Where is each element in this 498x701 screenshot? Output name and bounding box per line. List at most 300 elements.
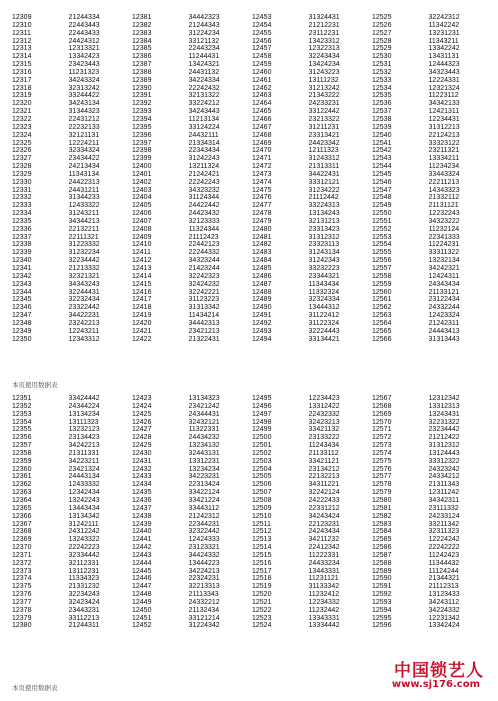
code-value: 11232442 — [308, 606, 340, 614]
code-value: 32231322 — [428, 418, 460, 426]
row-number: 12534 — [372, 84, 392, 92]
code-value: 13134243 — [308, 210, 340, 218]
code-value: 31242343 — [308, 257, 340, 265]
code-value: 33124224 — [188, 123, 220, 131]
code-value: 24443413 — [428, 327, 460, 335]
row-number: 12436 — [132, 496, 152, 504]
row-number: 12576 — [372, 465, 392, 473]
row-number: 12335 — [12, 217, 32, 225]
code-value: 13312231 — [188, 457, 220, 465]
row-number: 12437 — [132, 504, 152, 512]
row-number: 12382 — [132, 21, 152, 29]
table-row — [12, 505, 492, 513]
table-row — [12, 304, 492, 312]
code-value: 12424333 — [188, 536, 220, 544]
table-row — [12, 489, 492, 497]
code-value: 13423312 — [308, 37, 340, 45]
code-value: 23213322 — [308, 115, 340, 123]
row-number: 12540 — [372, 131, 392, 139]
code-value: 13342423 — [68, 53, 100, 61]
code-value: 13134342 — [68, 512, 100, 520]
row-number: 12318 — [12, 84, 32, 92]
row-number: 12336 — [12, 225, 32, 233]
table-row — [12, 513, 492, 521]
row-number: 12521 — [252, 598, 272, 606]
code-value: 24434232 — [188, 434, 220, 442]
row-number: 12339 — [12, 249, 32, 257]
code-value: 32234442 — [68, 257, 100, 265]
code-value: 21322431 — [188, 335, 220, 343]
code-value: 34223211 — [68, 457, 100, 465]
code-value: 13242243 — [68, 496, 100, 504]
table-row — [12, 241, 492, 249]
table-row — [12, 552, 492, 560]
row-number: 12309 — [12, 14, 32, 21]
code-value: 12224242 — [428, 536, 460, 544]
row-number: 12528 — [372, 37, 392, 45]
code-value: 13232123 — [68, 426, 100, 434]
table-caption: 本页使用数据表 — [12, 382, 58, 389]
row-number: 12470 — [252, 147, 272, 155]
code-value: 22111321 — [68, 233, 99, 241]
row-number: 12356 — [12, 434, 32, 442]
row-number: 12552 — [372, 225, 392, 233]
row-number: 12488 — [252, 288, 272, 296]
code-value: 13431131 — [428, 53, 460, 61]
code-value: 32424232 — [188, 280, 220, 288]
table-row — [12, 395, 492, 403]
row-number: 12561 — [372, 296, 392, 304]
code-value: 13312313 — [428, 402, 460, 410]
code-value: 33224212 — [188, 100, 220, 108]
row-number: 12486 — [252, 272, 272, 280]
code-value: 21212422 — [428, 434, 460, 442]
table-row — [12, 61, 492, 69]
row-number: 12491 — [252, 312, 272, 320]
row-number: 12426 — [132, 418, 152, 426]
row-number: 12413 — [132, 265, 152, 272]
row-number: 12518 — [252, 575, 272, 583]
code-value: 13342424 — [428, 622, 460, 630]
code-value: 31344323 — [68, 108, 100, 116]
row-number: 12427 — [132, 426, 152, 434]
code-value: 21242311 — [428, 319, 460, 327]
row-number: 12328 — [12, 163, 32, 171]
row-number: 12505 — [252, 473, 272, 481]
row-number: 12526 — [372, 21, 392, 29]
row-number: 12462 — [252, 84, 272, 92]
table-row — [12, 249, 492, 257]
table-row — [12, 536, 492, 544]
row-number: 12543 — [372, 155, 392, 163]
row-number: 12544 — [372, 163, 392, 171]
table-row — [12, 426, 492, 434]
row-number: 12385 — [132, 45, 152, 53]
code-value: 23134423 — [68, 434, 100, 442]
row-number: 12590 — [372, 575, 392, 583]
code-value: 23322442 — [68, 304, 100, 312]
table-row — [12, 202, 492, 210]
row-number: 12542 — [372, 147, 392, 155]
row-number: 12548 — [372, 194, 392, 202]
row-number: 12460 — [252, 68, 272, 76]
code-value: 33421121 — [308, 457, 340, 465]
code-value: 24432111 — [188, 131, 219, 139]
row-number: 12450 — [132, 606, 152, 614]
code-value: 34211232 — [308, 536, 340, 544]
row-number: 12558 — [372, 272, 392, 280]
code-value: 11344432 — [428, 559, 460, 567]
table-row — [12, 38, 492, 46]
table-row — [12, 163, 492, 171]
row-number: 12394 — [132, 115, 152, 123]
table-row — [12, 450, 492, 458]
code-value: 12224211 — [68, 139, 100, 147]
row-number: 12522 — [252, 606, 272, 614]
code-value: 12321324 — [428, 84, 460, 92]
code-value: 31213242 — [308, 84, 340, 92]
code-value: 21244334 — [68, 14, 100, 21]
code-value: 21131121 — [428, 202, 459, 210]
row-number: 12532 — [372, 68, 392, 76]
row-number: 12531 — [372, 61, 392, 69]
row-number: 12508 — [252, 496, 272, 504]
row-number: 12421 — [132, 327, 152, 335]
row-number: 12533 — [372, 76, 392, 84]
code-value: 34243443 — [188, 108, 220, 116]
row-number: 12500 — [252, 434, 272, 442]
table-row — [12, 599, 492, 607]
code-value: 21343222 — [308, 92, 340, 100]
row-number: 12580 — [372, 496, 392, 504]
code-value: 12234423 — [308, 395, 340, 402]
code-value: 23122434 — [428, 296, 460, 304]
row-number: 12315 — [12, 61, 32, 69]
code-value: 31224234 — [188, 29, 220, 37]
code-value: 31211231 — [308, 123, 340, 131]
row-number: 12342 — [12, 272, 32, 280]
row-number: 12397 — [132, 139, 152, 147]
row-number: 12444 — [132, 559, 152, 567]
row-number: 12509 — [252, 504, 272, 512]
code-value: 31242243 — [188, 155, 220, 163]
code-value: 31133342 — [308, 583, 340, 591]
code-value: 12234332 — [308, 598, 340, 606]
table-row — [12, 544, 492, 552]
row-number: 12464 — [252, 100, 272, 108]
code-value: 32131213 — [308, 217, 340, 225]
code-value: 22124213 — [428, 131, 460, 139]
code-value: 24431132 — [188, 68, 220, 76]
code-value: 21112442 — [308, 194, 339, 202]
code-value: 34224213 — [188, 567, 220, 575]
row-number: 12510 — [252, 512, 272, 520]
row-number: 12402 — [132, 178, 152, 186]
row-number: 12499 — [252, 426, 272, 434]
row-number: 12507 — [252, 489, 272, 497]
row-number: 12314 — [12, 53, 32, 61]
code-value: 32242124 — [308, 489, 340, 497]
row-number: 12352 — [12, 402, 32, 410]
code-value: 21213332 — [68, 265, 100, 272]
code-value: 34424332 — [188, 551, 220, 559]
row-number: 12572 — [372, 434, 392, 442]
code-value: 23313423 — [308, 225, 340, 233]
row-number: 12468 — [252, 131, 272, 139]
table-row — [12, 171, 492, 179]
row-number: 12366 — [12, 512, 32, 520]
code-value: 32313242 — [68, 84, 100, 92]
row-number: 12365 — [12, 504, 32, 512]
row-number: 12343 — [12, 280, 32, 288]
row-number: 12393 — [132, 108, 152, 116]
table-row — [12, 442, 492, 450]
code-value: 23323113 — [308, 241, 340, 249]
row-number: 12384 — [132, 37, 152, 45]
row-number: 12408 — [132, 225, 152, 233]
row-number: 12438 — [132, 512, 152, 520]
row-number: 12565 — [372, 327, 392, 335]
row-number: 12383 — [132, 29, 152, 37]
code-value: 11322331 — [188, 426, 220, 434]
row-number: 12323 — [12, 123, 32, 131]
code-value: 33443324 — [428, 170, 460, 178]
row-number: 12412 — [132, 257, 152, 265]
code-value: 13211324 — [188, 163, 220, 171]
code-value: 24433234 — [308, 559, 340, 567]
row-number: 12419 — [132, 312, 152, 320]
row-number: 12525 — [372, 14, 392, 21]
code-value: 22432332 — [308, 410, 340, 418]
row-number: 12571 — [372, 426, 392, 434]
table-row — [12, 497, 492, 505]
code-value: 34422431 — [308, 170, 340, 178]
row-number: 12398 — [132, 147, 152, 155]
code-value: 24431211 — [68, 186, 100, 194]
table-row — [12, 528, 492, 536]
table-row — [12, 473, 492, 481]
row-number: 12466 — [252, 115, 272, 123]
code-value: 34323232 — [188, 186, 220, 194]
row-number: 12368 — [12, 528, 32, 536]
code-value: 12224331 — [428, 76, 460, 84]
row-number: 12373 — [12, 567, 32, 575]
row-number: 12359 — [12, 457, 32, 465]
row-number: 12392 — [132, 100, 152, 108]
row-number: 12471 — [252, 155, 272, 163]
row-number: 12472 — [252, 163, 272, 171]
code-value: 24312242 — [68, 528, 100, 536]
code-value: 32242323 — [188, 272, 220, 280]
code-value: 24222433 — [308, 496, 340, 504]
row-number: 12324 — [12, 131, 32, 139]
code-value: 13342242 — [428, 45, 460, 53]
row-number: 12549 — [372, 202, 392, 210]
code-value: 32131322 — [188, 92, 220, 100]
code-value: 13424321 — [188, 61, 220, 69]
code-value: 23421324 — [68, 465, 100, 473]
code-value: 13424234 — [308, 61, 340, 69]
table-row — [12, 521, 492, 529]
row-number: 12504 — [252, 465, 272, 473]
code-value: 21423244 — [188, 265, 220, 272]
code-value: 11343134 — [68, 170, 100, 178]
code-value: 22123231 — [308, 520, 340, 528]
code-value: 11234234 — [428, 163, 460, 171]
code-value: 21132434 — [188, 606, 220, 614]
code-value: 24344431 — [188, 410, 220, 418]
row-number: 12467 — [252, 123, 272, 131]
row-number: 12553 — [372, 233, 392, 241]
row-number: 12478 — [252, 210, 272, 218]
row-number: 12559 — [372, 280, 392, 288]
row-number: 12420 — [132, 319, 152, 327]
code-value: 24334212 — [428, 473, 460, 481]
row-number: 12357 — [12, 442, 32, 450]
code-value: 13123433 — [428, 591, 460, 599]
row-number: 12326 — [12, 147, 32, 155]
code-value: 24443134 — [68, 473, 100, 481]
row-number: 12319 — [12, 92, 32, 100]
code-value: 24422313 — [68, 178, 100, 186]
row-number: 12588 — [372, 559, 392, 567]
code-value: 31223332 — [68, 241, 100, 249]
code-value: 12312342 — [428, 395, 460, 402]
code-value: 34242321 — [428, 265, 460, 272]
row-number: 12541 — [372, 139, 392, 147]
row-number: 12317 — [12, 76, 32, 84]
row-number: 12453 — [252, 14, 272, 21]
table-row — [12, 179, 492, 187]
row-number: 12469 — [252, 139, 272, 147]
code-value: 33121214 — [188, 614, 220, 622]
row-number: 12557 — [372, 265, 392, 272]
code-value: 22443443 — [68, 21, 100, 29]
code-value: 31243223 — [308, 68, 340, 76]
row-number: 12381 — [132, 14, 152, 21]
code-value: 34243324 — [68, 76, 100, 84]
code-value: 23421242 — [188, 402, 220, 410]
code-value: 24344224 — [68, 402, 100, 410]
code-value: 12311242 — [428, 489, 460, 497]
table-row — [12, 77, 492, 85]
code-value: 23423443 — [68, 61, 100, 69]
row-number: 12390 — [132, 84, 152, 92]
code-value: 12433332 — [68, 481, 100, 489]
code-value: 12424311 — [428, 272, 460, 280]
row-number: 12487 — [252, 280, 272, 288]
row-number: 12370 — [12, 544, 32, 552]
row-number: 12410 — [132, 241, 152, 249]
row-number: 12482 — [252, 241, 272, 249]
code-value: 13444312 — [308, 304, 340, 312]
code-value: 34442323 — [188, 14, 220, 21]
code-value: 22242432 — [188, 84, 220, 92]
code-value: 33312121 — [308, 178, 340, 186]
code-value: 22211213 — [428, 178, 460, 186]
code-value: 13234132 — [188, 442, 220, 450]
row-number: 12360 — [12, 465, 32, 473]
code-value: 32232434 — [68, 296, 100, 304]
table-row — [12, 403, 492, 411]
code-value: 13312422 — [308, 402, 340, 410]
code-value: 11332324 — [308, 288, 340, 296]
code-value: 31224342 — [188, 622, 220, 630]
code-value: 32224443 — [308, 327, 340, 335]
row-number: 12596 — [372, 622, 392, 630]
row-number: 12386 — [132, 53, 152, 61]
code-value: 22244332 — [188, 249, 220, 257]
code-value: 32334324 — [68, 147, 100, 155]
row-number: 12422 — [132, 335, 152, 343]
row-number: 12451 — [132, 614, 152, 622]
code-value: 13243431 — [428, 410, 460, 418]
code-value: 23111332 — [428, 504, 459, 512]
row-number: 12396 — [132, 131, 152, 139]
code-value: 22443433 — [68, 29, 100, 37]
row-number: 12349 — [12, 327, 32, 335]
row-number: 12578 — [372, 481, 392, 489]
table-row — [12, 281, 492, 289]
row-number: 12493 — [252, 327, 272, 335]
row-number: 12516 — [252, 559, 272, 567]
row-number: 12490 — [252, 304, 272, 312]
row-number: 12454 — [252, 21, 272, 29]
row-number: 12341 — [12, 265, 32, 272]
code-value: 33421132 — [308, 426, 340, 434]
row-number: 12404 — [132, 194, 152, 202]
code-value: 13134234 — [68, 410, 100, 418]
row-number: 12535 — [372, 92, 392, 100]
code-value: 32423213 — [308, 418, 340, 426]
code-value: 24243434 — [308, 528, 340, 536]
row-number: 12524 — [252, 622, 272, 630]
row-number: 12575 — [372, 457, 392, 465]
row-number: 12465 — [252, 108, 272, 116]
code-value: 24343434 — [428, 280, 460, 288]
code-value: 21244343 — [188, 21, 220, 29]
code-value: 34323222 — [428, 217, 460, 225]
row-number: 12503 — [252, 457, 272, 465]
row-number: 12362 — [12, 481, 32, 489]
code-value: 33421224 — [188, 496, 220, 504]
row-number: 12529 — [372, 45, 392, 53]
code-value: 32322442 — [188, 528, 220, 536]
code-value: 13134323 — [188, 395, 220, 402]
code-value: 31324431 — [308, 14, 340, 21]
table-row — [12, 53, 492, 61]
code-value: 34243424 — [308, 512, 340, 520]
row-number: 12377 — [12, 598, 32, 606]
code-value: 33211342 — [428, 520, 460, 528]
row-number: 12564 — [372, 319, 392, 327]
row-number: 12477 — [252, 202, 272, 210]
code-value: 21331232 — [68, 583, 100, 591]
code-value: 23133222 — [308, 434, 340, 442]
row-number: 12355 — [12, 426, 32, 434]
code-value: 33422124 — [188, 489, 220, 497]
code-value: 22132213 — [308, 473, 340, 481]
code-value: 11434214 — [188, 312, 220, 320]
code-value: 11343211 — [428, 37, 459, 45]
table-row — [12, 273, 492, 281]
code-value: 13234234 — [188, 465, 220, 473]
row-number: 12439 — [132, 520, 152, 528]
row-number: 12399 — [132, 155, 152, 163]
row-number: 12513 — [252, 536, 272, 544]
row-number: 12473 — [252, 170, 272, 178]
code-value: 34243134 — [68, 100, 100, 108]
